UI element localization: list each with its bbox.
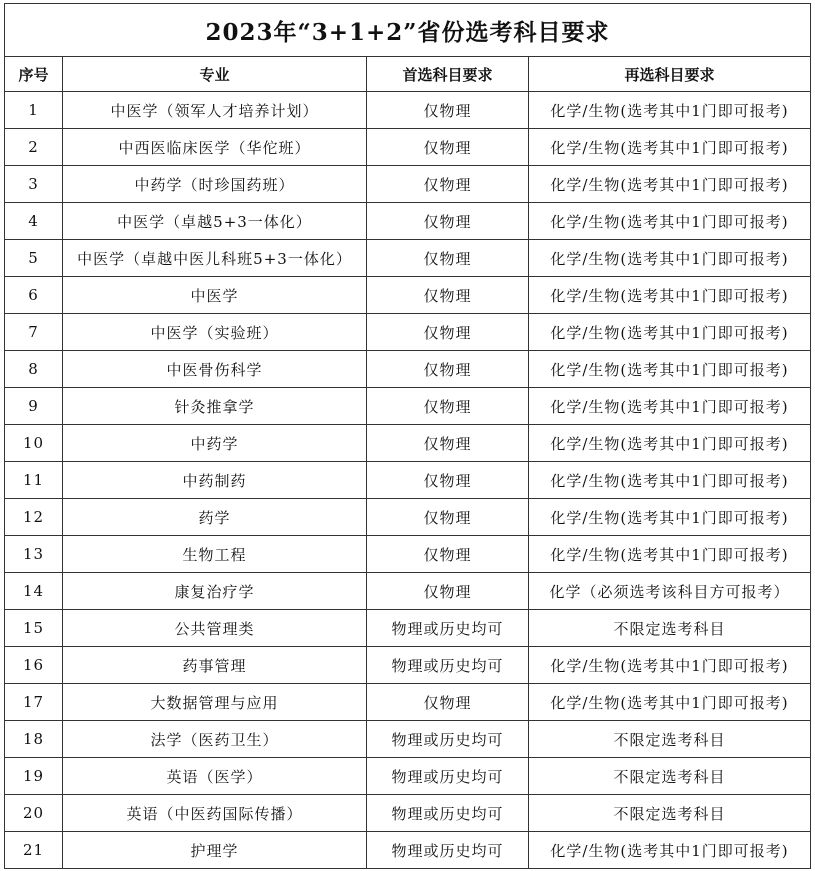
cell-second-subject: 化学/生物(选考其中1门即可报考) — [529, 832, 811, 869]
cell-no: 1 — [5, 92, 63, 129]
header-major: 专业 — [63, 57, 367, 92]
cell-no: 11 — [5, 462, 63, 499]
cell-second-subject: 化学（必须选考该科目方可报考） — [529, 573, 811, 610]
table-row — [5, 499, 811, 536]
cell-no: 15 — [5, 610, 63, 647]
cell-first-subject: 仅物理 — [367, 166, 529, 203]
table-row — [5, 129, 811, 166]
cell-major: 药学 — [63, 499, 367, 536]
cell-major: 中医骨伤科学 — [63, 351, 367, 388]
cell-major: 中西医临床医学（华佗班） — [63, 129, 367, 166]
cell-first-subject: 物理或历史均可 — [367, 758, 529, 795]
cell-first-subject: 物理或历史均可 — [367, 721, 529, 758]
table-row — [5, 758, 811, 795]
cell-first-subject: 物理或历史均可 — [367, 795, 529, 832]
cell-no: 14 — [5, 573, 63, 610]
cell-second-subject: 不限定选考科目 — [529, 758, 811, 795]
cell-no: 13 — [5, 536, 63, 573]
table-row — [5, 277, 811, 314]
cell-major: 中药学（时珍国药班） — [63, 166, 367, 203]
table-row — [5, 166, 811, 203]
cell-second-subject: 化学/生物(选考其中1门即可报考) — [529, 240, 811, 277]
title-row — [5, 4, 811, 57]
cell-second-subject: 不限定选考科目 — [529, 721, 811, 758]
cell-first-subject: 仅物理 — [367, 573, 529, 610]
table-row — [5, 92, 811, 129]
cell-no: 8 — [5, 351, 63, 388]
cell-first-subject: 物理或历史均可 — [367, 647, 529, 684]
cell-major: 英语（中医药国际传播） — [63, 795, 367, 832]
cell-first-subject: 仅物理 — [367, 314, 529, 351]
cell-no: 20 — [5, 795, 63, 832]
cell-no: 7 — [5, 314, 63, 351]
cell-first-subject: 仅物理 — [367, 129, 529, 166]
requirements-sheet — [4, 3, 810, 869]
table-row — [5, 536, 811, 573]
header-first-subject: 首选科目要求 — [367, 57, 529, 92]
cell-second-subject: 化学/生物(选考其中1门即可报考) — [529, 129, 811, 166]
header-row — [5, 57, 811, 92]
table-body — [5, 92, 811, 869]
cell-second-subject: 不限定选考科目 — [529, 610, 811, 647]
cell-major: 大数据管理与应用 — [63, 684, 367, 721]
requirements-table — [4, 3, 811, 869]
cell-second-subject: 化学/生物(选考其中1门即可报考) — [529, 277, 811, 314]
table-row — [5, 388, 811, 425]
cell-second-subject: 化学/生物(选考其中1门即可报考) — [529, 203, 811, 240]
cell-second-subject: 化学/生物(选考其中1门即可报考) — [529, 499, 811, 536]
cell-major: 公共管理类 — [63, 610, 367, 647]
table-row — [5, 203, 811, 240]
cell-major: 生物工程 — [63, 536, 367, 573]
cell-major: 中医学（领军人才培养计划） — [63, 92, 367, 129]
cell-no: 21 — [5, 832, 63, 869]
cell-major: 康复治疗学 — [63, 573, 367, 610]
cell-major: 中医学 — [63, 277, 367, 314]
table-title: 2023年“3+1+2”省份选考科目要求 — [5, 4, 811, 57]
table-row — [5, 351, 811, 388]
table-row — [5, 314, 811, 351]
header-second-subject: 再选科目要求 — [529, 57, 811, 92]
cell-second-subject: 化学/生物(选考其中1门即可报考) — [529, 92, 811, 129]
cell-second-subject: 化学/生物(选考其中1门即可报考) — [529, 388, 811, 425]
table-row — [5, 795, 811, 832]
table-row — [5, 647, 811, 684]
cell-no: 12 — [5, 499, 63, 536]
table-row — [5, 610, 811, 647]
cell-first-subject: 仅物理 — [367, 203, 529, 240]
cell-second-subject: 化学/生物(选考其中1门即可报考) — [529, 351, 811, 388]
cell-major: 法学（医药卫生） — [63, 721, 367, 758]
table-row — [5, 721, 811, 758]
cell-first-subject: 仅物理 — [367, 684, 529, 721]
cell-first-subject: 仅物理 — [367, 499, 529, 536]
cell-major: 英语（医学） — [63, 758, 367, 795]
cell-first-subject: 仅物理 — [367, 536, 529, 573]
cell-second-subject: 化学/生物(选考其中1门即可报考) — [529, 647, 811, 684]
cell-second-subject: 化学/生物(选考其中1门即可报考) — [529, 425, 811, 462]
cell-no: 5 — [5, 240, 63, 277]
cell-no: 16 — [5, 647, 63, 684]
cell-major: 针灸推拿学 — [63, 388, 367, 425]
cell-no: 10 — [5, 425, 63, 462]
cell-first-subject: 物理或历史均可 — [367, 610, 529, 647]
cell-major: 中药学 — [63, 425, 367, 462]
header-no: 序号 — [5, 57, 63, 92]
cell-second-subject: 化学/生物(选考其中1门即可报考) — [529, 314, 811, 351]
table-row — [5, 573, 811, 610]
table-row — [5, 425, 811, 462]
cell-no: 3 — [5, 166, 63, 203]
cell-first-subject: 仅物理 — [367, 240, 529, 277]
cell-first-subject: 仅物理 — [367, 388, 529, 425]
cell-second-subject: 化学/生物(选考其中1门即可报考) — [529, 462, 811, 499]
cell-second-subject: 不限定选考科目 — [529, 795, 811, 832]
table-row — [5, 462, 811, 499]
cell-no: 2 — [5, 129, 63, 166]
cell-first-subject: 仅物理 — [367, 425, 529, 462]
cell-first-subject: 仅物理 — [367, 92, 529, 129]
table-row — [5, 684, 811, 721]
cell-no: 19 — [5, 758, 63, 795]
cell-major: 中医学（卓越5+3一体化） — [63, 203, 367, 240]
table-row — [5, 240, 811, 277]
cell-major: 护理学 — [63, 832, 367, 869]
table-row — [5, 832, 811, 869]
cell-no: 9 — [5, 388, 63, 425]
cell-second-subject: 化学/生物(选考其中1门即可报考) — [529, 166, 811, 203]
cell-major: 中医学（卓越中医儿科班5+3一体化） — [63, 240, 367, 277]
cell-first-subject: 仅物理 — [367, 462, 529, 499]
cell-major: 中药制药 — [63, 462, 367, 499]
cell-second-subject: 化学/生物(选考其中1门即可报考) — [529, 536, 811, 573]
cell-no: 17 — [5, 684, 63, 721]
cell-first-subject: 仅物理 — [367, 277, 529, 314]
cell-second-subject: 化学/生物(选考其中1门即可报考) — [529, 684, 811, 721]
cell-no: 18 — [5, 721, 63, 758]
cell-major: 药事管理 — [63, 647, 367, 684]
cell-first-subject: 物理或历史均可 — [367, 832, 529, 869]
cell-first-subject: 仅物理 — [367, 351, 529, 388]
cell-major: 中医学（实验班） — [63, 314, 367, 351]
cell-no: 6 — [5, 277, 63, 314]
cell-no: 4 — [5, 203, 63, 240]
